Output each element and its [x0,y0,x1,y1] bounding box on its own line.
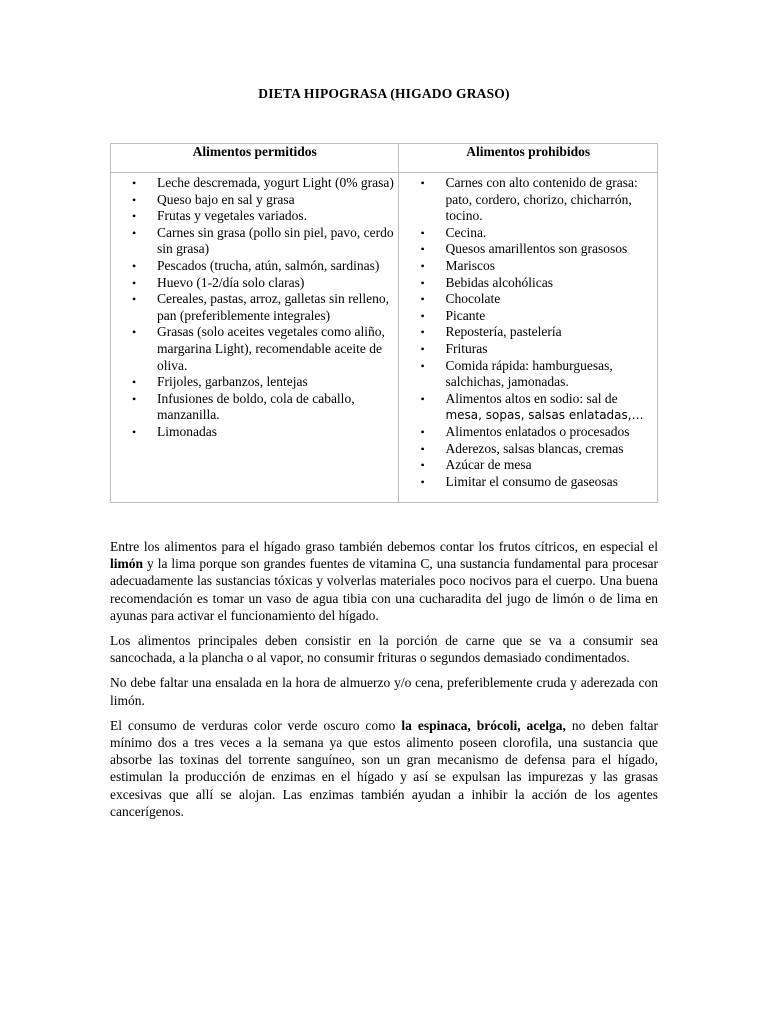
list-item: • Frijoles, garbanzos, lentejas [111,374,398,391]
diet-table [110,143,658,503]
list-item: • Picante [399,308,657,325]
list-item: • Limonadas [111,424,398,441]
list-item: • Quesos amarillentos son grasosos [399,241,657,258]
list-item: • Alimentos enlatados o procesados [399,424,657,441]
paragraph-citrus [110,538,658,624]
prohibited-list [399,173,657,490]
list-item: • Queso bajo en sal y grasa [111,192,398,209]
list-item: • Azúcar de mesa [399,457,657,474]
paragraph-text: no deben faltar mínimo dos a tres veces a la semana ya que estos alimento poseen clorofila, una sustancia que absorbe las toxinas del torrente sanguíneo, son un gran mecanismo de defensa para el hígado, estimulan la producción de enzimas en el hígado y así se expulsan las impurezas y las grasas excesivas que allí se alojan. Las enzimas también ayudan a inhibir la acción de los agentes cancerígenos. [110,717,659,819]
paragraph-text: El consumo de verduras color verde oscuro como [110,717,402,733]
list-item: • Grasas (solo aceites vegetales como aliño, margarina Light), recomendable aceite de oliva. [111,324,398,374]
body-text [110,538,658,828]
paragraph-greens [110,717,658,820]
permitted-cell [111,173,399,503]
header-permitted: Alimentos permitidos [111,144,399,173]
header-prohibited: Alimentos prohibidos [399,144,658,173]
list-item: • Carnes sin grasa (pollo sin piel, pavo, cerdo sin grasa) [111,225,398,258]
list-item: • Cecina. [399,225,657,242]
list-item: • Mariscos [399,258,657,275]
list-item: • Frituras [399,341,657,358]
list-item: • Comida rápida: hamburguesas, salchichas, jamonadas. [399,358,657,391]
permitted-list [111,173,398,441]
list-item: • Limitar el consumo de gaseosas [399,474,657,491]
sodium-item-tail: mesa, sopas, salsas enlatadas,… [445,408,644,423]
list-item: • Cereales, pastas, arroz, galletas sin relleno, pan (preferiblemente integrales) [111,291,398,324]
emphasis-limon: limón [110,556,144,572]
list-item: • Aderezos, salsas blancas, cremas [399,441,657,458]
list-item: • Frutas y vegetales variados. [111,208,398,225]
list-item: • Carnes con alto contenido de grasa: pato, cordero, chorizo, chicharrón, tocino. [399,175,657,225]
paragraph-text: y la lima porque son grandes fuentes de vitamina C, una sustancia fundamental para procesar adecuadamente las sustancias tóxicas y volverlas materiales poco nocivos para el cuerpo. Una buena recomendación es tomar un vaso de agua tibia con una cucharadita del jugo de limón o de lima en ayunas para activar el funcionamiento del hígado. [110,556,658,623]
emphasis-greens: la espinaca, brócoli, acelga, [401,717,566,733]
list-item: • Bebidas alcohólicas [399,275,657,292]
sodium-item-lead: Alimentos altos en sodio: sal de [445,390,618,406]
list-item: • Leche descremada, yogurt Light (0% grasa) [111,175,398,192]
paragraph-salad: No debe faltar una ensalada en la hora de almuerzo y/o cena, preferiblemente cruda y aderezada con limón. [110,675,658,708]
prohibited-cell [399,173,658,503]
document-title: DIETA HIPOGRASA (HIGADO GRASO) [258,86,510,101]
paragraph-cooking: Los alimentos principales deben consistir en la porción de carne que se va a consumir sea sancochada, a la plancha o al vapor, no consumir frituras o segundos demasiado condimentados. [110,633,658,666]
list-item: • Chocolate [399,291,657,308]
list-item: • Huevo (1-2/día solo claras) [111,275,398,292]
list-item: • Repostería, pastelería [399,324,657,341]
list-item: • Pescados (trucha, atún, salmón, sardinas) [111,258,398,275]
list-item-sodium [399,391,657,424]
paragraph-text: Entre los alimentos para el hígado graso también debemos contar los frutos cítricos, en especial el [110,539,658,554]
list-item: • Infusiones de boldo, cola de caballo, manzanilla. [111,391,398,424]
